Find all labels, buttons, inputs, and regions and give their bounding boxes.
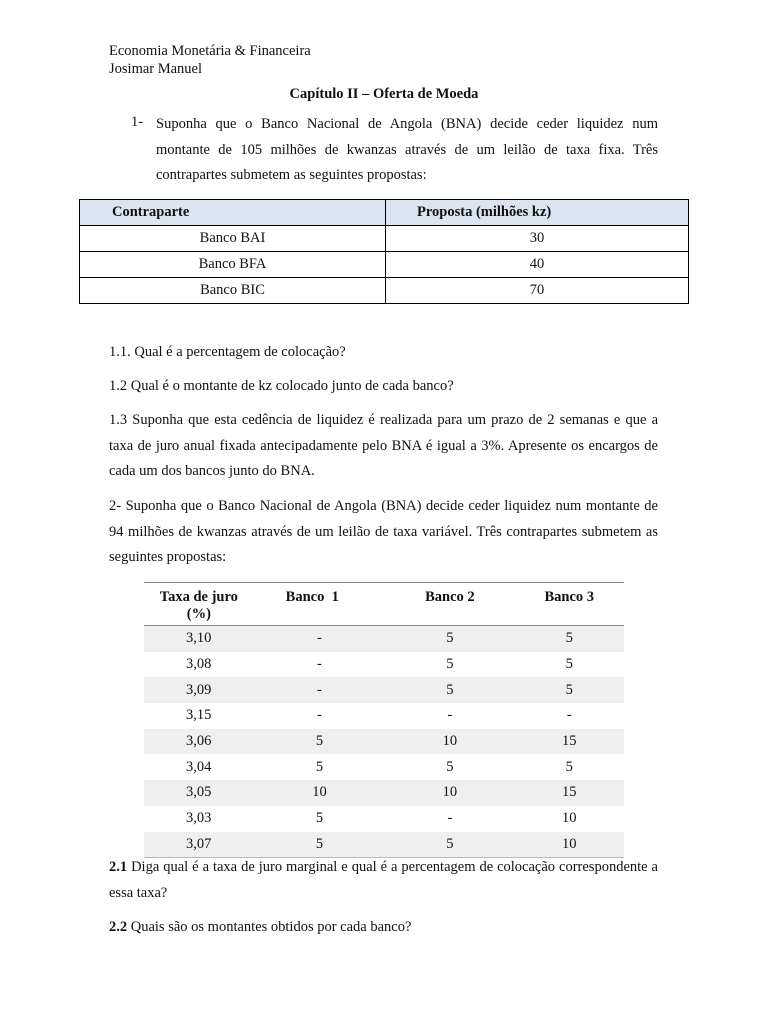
question-1-number: 1- bbox=[131, 114, 144, 130]
bank3-cell: 5 bbox=[565, 656, 573, 673]
question-1-1: 1.1. Qual é a percentagem de colocação? bbox=[109, 344, 346, 360]
bank1-value: - bbox=[317, 681, 322, 698]
course-title: Economia Monetária & Financeira bbox=[109, 43, 311, 59]
question-1-text: Suponha que o Banco Nacional de Angola (BNA) decide ceder liquidez num montante de 105 milhões de kwanzas através de um leilão de taxa fixa. Três contrapartes submetem as seguintes propostas: bbox=[156, 116, 658, 183]
rate-cell: 3,10 bbox=[144, 626, 254, 652]
question-2-1 bbox=[109, 855, 658, 906]
bank1-value: - bbox=[317, 630, 322, 647]
bank3-cell: 15 bbox=[515, 780, 624, 806]
question-2-2 bbox=[109, 915, 658, 941]
variable-rate-table-header bbox=[144, 583, 624, 626]
bank3-cell: 5 bbox=[515, 677, 624, 703]
header-banco-1: Banco 1 bbox=[254, 583, 386, 626]
bank1-cell bbox=[254, 729, 386, 755]
bank1-cell bbox=[254, 626, 386, 652]
bank1-value: 5 bbox=[315, 835, 324, 852]
bank1-cell bbox=[254, 806, 386, 832]
bank1-cell bbox=[254, 652, 386, 678]
table-row bbox=[80, 252, 689, 278]
bank-name-cell: Banco BIC bbox=[80, 278, 386, 304]
table-row bbox=[144, 806, 624, 832]
bank2-cell: 5 bbox=[385, 626, 514, 652]
header-taxa-line1: Taxa de juro bbox=[159, 589, 238, 605]
table-row bbox=[144, 652, 624, 678]
table-row bbox=[144, 729, 624, 755]
question-1-2: 1.2 Qual é o montante de kz colocado junto de cada banco? bbox=[109, 378, 454, 394]
variable-rate-table bbox=[144, 582, 624, 858]
bank3-cell: 10 bbox=[562, 810, 577, 827]
proposals-table bbox=[79, 199, 689, 304]
bank1-value: - bbox=[317, 707, 322, 724]
bank3-cell: 15 bbox=[515, 729, 624, 755]
bank-name-cell: Banco BFA bbox=[80, 252, 386, 278]
rate-cell: 3,06 bbox=[144, 729, 254, 755]
bank2-cell: - bbox=[447, 707, 453, 724]
bank3-cell: - bbox=[566, 707, 572, 724]
bank3-cell: 5 bbox=[565, 758, 573, 775]
question-2-2-label: 2.2 bbox=[109, 919, 128, 935]
rate-cell: 3,08 bbox=[186, 656, 212, 673]
proposal-cell: 70 bbox=[386, 278, 689, 304]
rate-cell: 3,09 bbox=[144, 677, 254, 703]
bank1-cell bbox=[254, 703, 386, 729]
proposal-cell: 40 bbox=[386, 252, 689, 278]
header-proposta: Proposta (milhões kz) bbox=[386, 200, 689, 226]
question-2-1-label: 2.1 bbox=[109, 859, 128, 875]
bank1-cell bbox=[254, 832, 386, 858]
question-1-3: 1.3 Suponha que esta cedência de liquidez é realizada para um prazo de 2 semanas e que a taxa de juro anual fixada antecipadamente pelo BNA é igual a 3%. Apresente os encargos de cada um dos bancos junto do BNA. bbox=[109, 412, 658, 479]
bank3-cell: 5 bbox=[515, 626, 624, 652]
bank2-cell: 5 bbox=[385, 677, 514, 703]
header-banco-2: Banco 2 bbox=[385, 583, 514, 626]
bank1-cell bbox=[254, 754, 386, 780]
bank2-cell: 10 bbox=[385, 780, 514, 806]
rate-cell: 3,03 bbox=[186, 810, 212, 827]
header-taxa-line2: (%) bbox=[186, 606, 211, 622]
table-row bbox=[144, 754, 624, 780]
bank1-cell bbox=[254, 780, 386, 806]
table-row bbox=[144, 780, 624, 806]
header-contraparte: Contraparte bbox=[80, 200, 386, 226]
bank2-cell: 10 bbox=[385, 729, 514, 755]
table-row bbox=[144, 677, 624, 703]
proposals-table-header bbox=[80, 200, 689, 226]
question-2-1-text: Diga qual é a taxa de juro marginal e qual é a percentagem de colocação correspondente a essa taxa? bbox=[109, 859, 658, 901]
table-row bbox=[80, 278, 689, 304]
table-row bbox=[144, 703, 624, 729]
header-banco-3: Banco 3 bbox=[515, 583, 624, 626]
bank-name-cell: Banco BAI bbox=[80, 226, 386, 252]
bank1-cell bbox=[254, 677, 386, 703]
author-name: Josimar Manuel bbox=[109, 61, 203, 77]
header-taxa-de-juro bbox=[144, 583, 254, 626]
bank1-value: 10 bbox=[312, 784, 327, 801]
bank3-cell: 10 bbox=[515, 832, 624, 858]
bank2-cell: - bbox=[447, 810, 453, 827]
rate-cell: 3,07 bbox=[144, 832, 254, 858]
bank1-value: - bbox=[317, 656, 322, 673]
question-2-2-text: Quais são os montantes obtidos por cada banco? bbox=[127, 919, 412, 935]
bank1-value: 5 bbox=[315, 810, 324, 827]
bank1-value: 5 bbox=[315, 733, 324, 750]
bank2-cell: 5 bbox=[385, 832, 514, 858]
chapter-title: Capítulo II – Oferta de Moeda bbox=[289, 86, 479, 102]
rate-cell: 3,15 bbox=[186, 707, 212, 724]
table-row bbox=[144, 626, 624, 652]
bank1-value: 5 bbox=[315, 758, 324, 775]
bank2-cell: 5 bbox=[446, 758, 454, 775]
rate-cell: 3,05 bbox=[144, 780, 254, 806]
table-row bbox=[144, 832, 624, 858]
bank2-cell: 5 bbox=[446, 656, 454, 673]
rate-cell: 3,04 bbox=[186, 758, 212, 775]
proposal-cell: 30 bbox=[386, 226, 689, 252]
table-row bbox=[80, 226, 689, 252]
question-2-text: 2- Suponha que o Banco Nacional de Angola (BNA) decide ceder liquidez num montante de 94 milhões de kwanzas através de um leilão de taxa variável. Três contrapartes submetem as seguintes propostas: bbox=[109, 498, 658, 565]
